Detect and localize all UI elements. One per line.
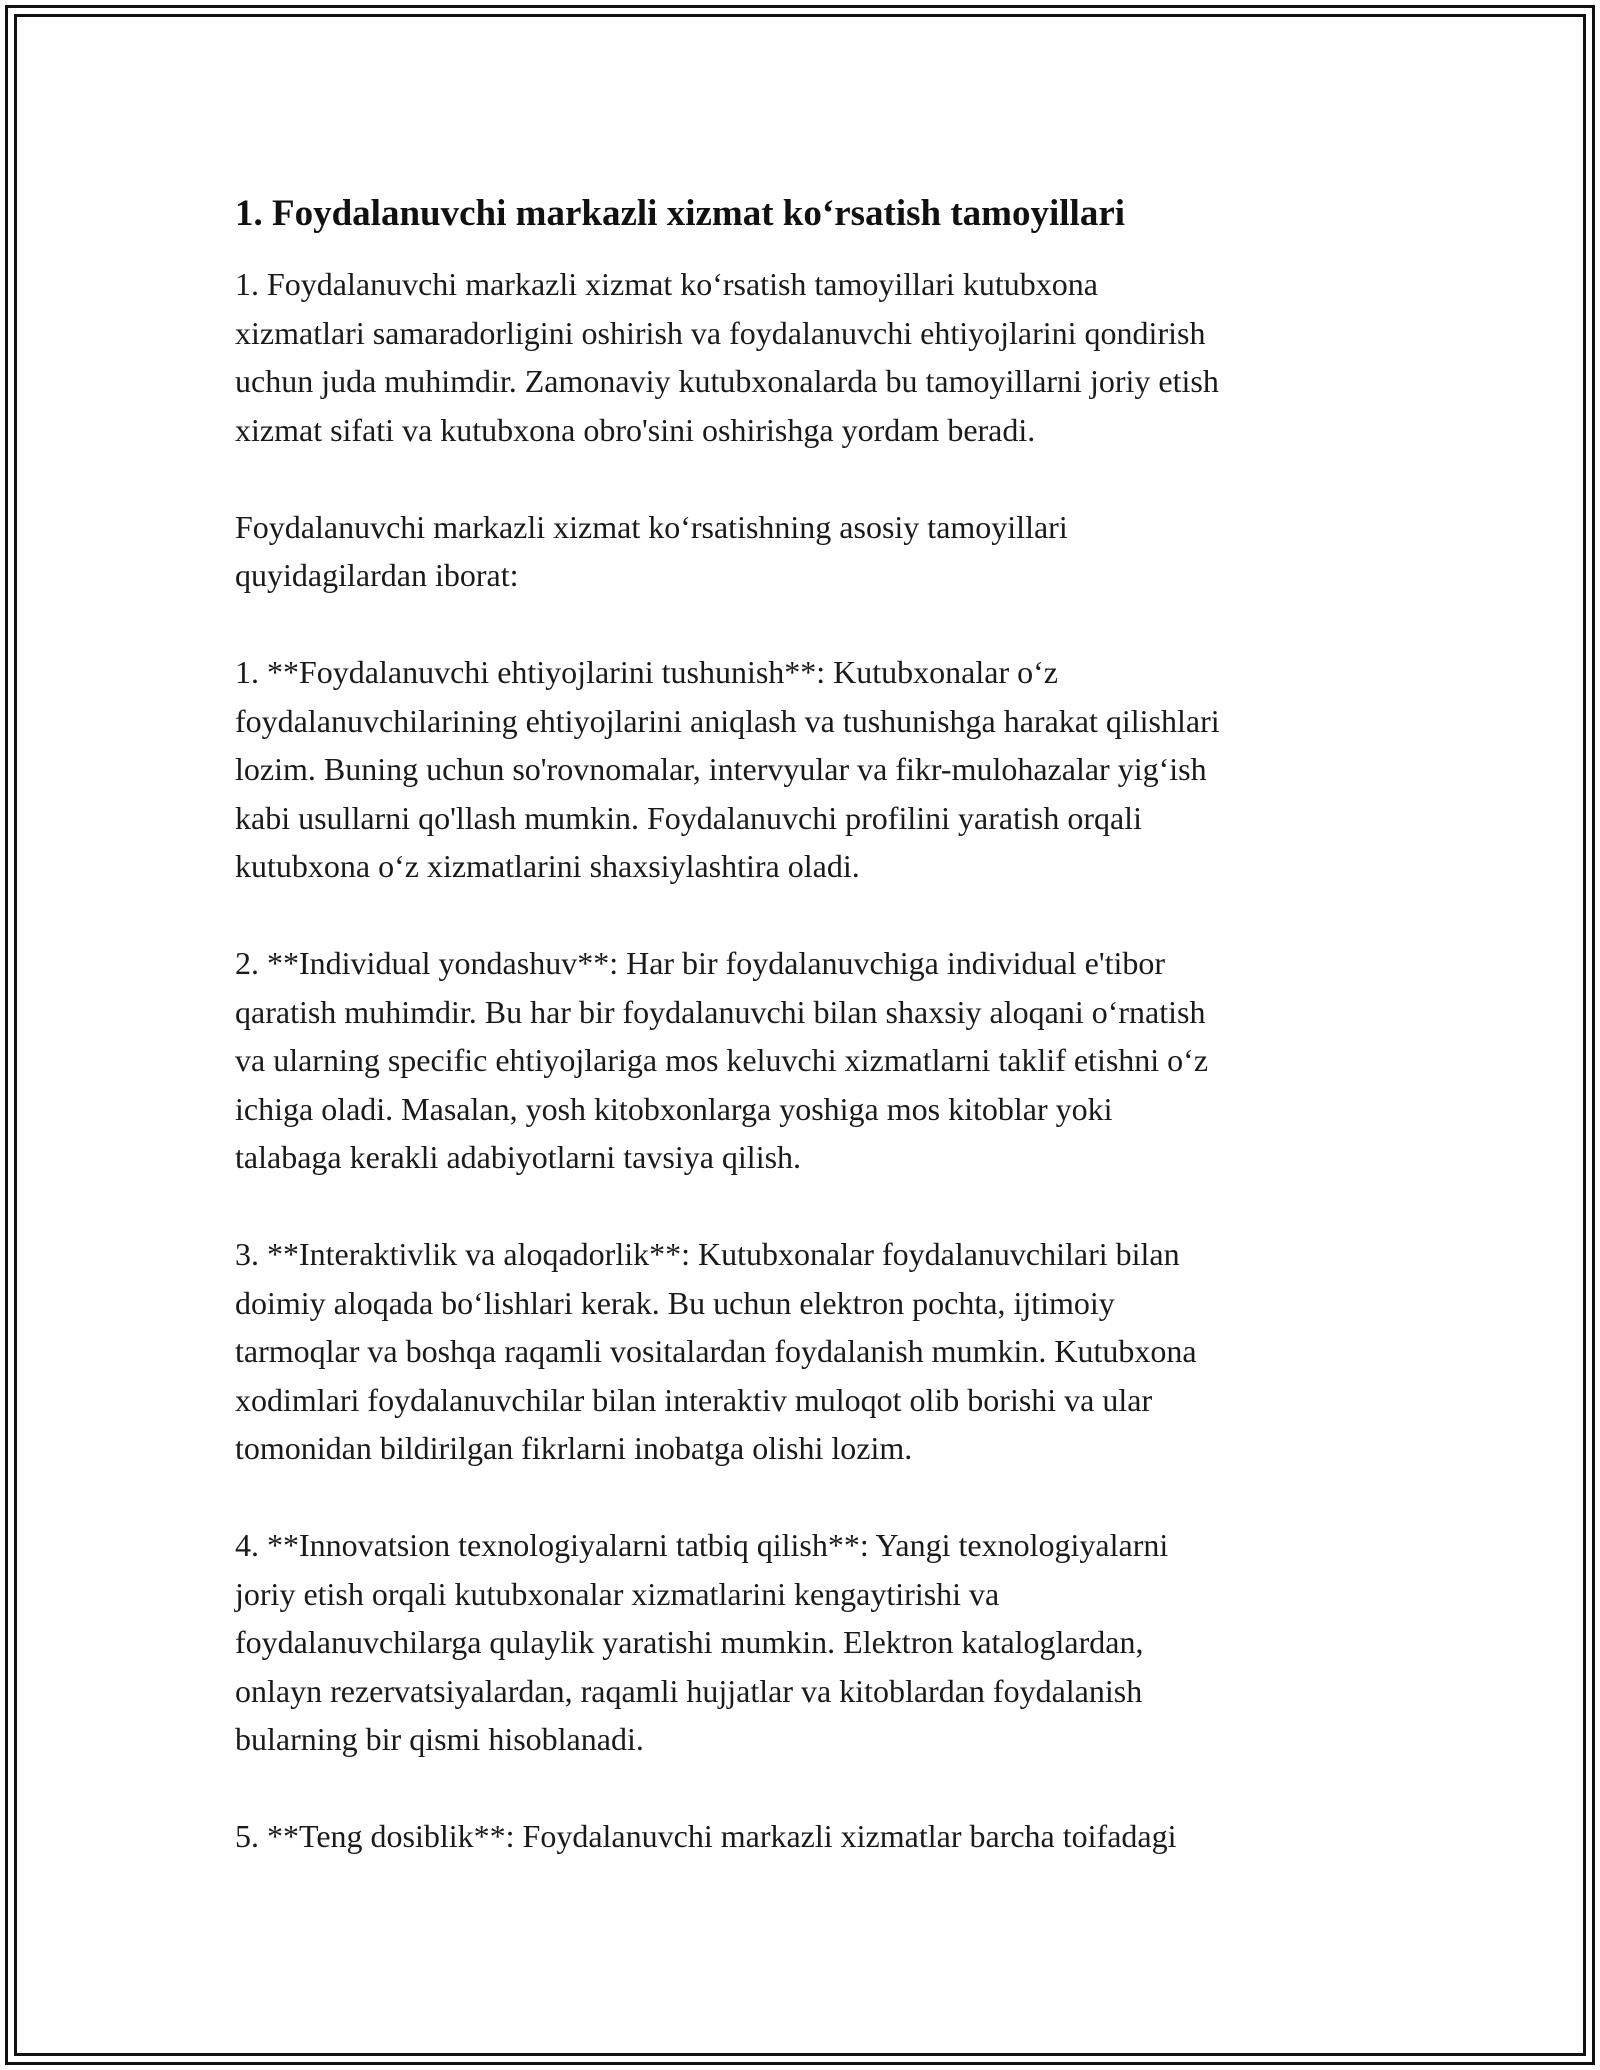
list-item-2 — [235, 939, 1375, 1182]
text-line: uchun juda muhimdir. Zamonaviy kutubxonalarda bu tamoyillarni joriy etish — [235, 363, 1219, 399]
text-line: kabi usullarni qo'llash mumkin. Foydalanuvchi profilini yaratish orqali — [235, 799, 1142, 836]
text-line: ichiga oladi. Masalan, yosh kitobxonlarga yoshiga mos kitoblar yoki — [235, 1090, 1113, 1127]
text-line: foydalanuvchilarga qulaylik yaratishi mumkin. Elektron kataloglardan, — [235, 1624, 1144, 1660]
list-item-3 — [235, 1230, 1375, 1473]
text-line: kutubxona o‘z xizmatlarini shaxsiylashtira oladi. — [235, 848, 860, 884]
text-line: lozim. Buning uchun so'rovnomalar, intervyular va fikr-mulohazalar yig‘ish — [235, 751, 1207, 787]
text-line: xodimlari foydalanuvchilar bilan interaktiv muloqot olib borishi va ular — [235, 1381, 1153, 1418]
text-line: 1. Foydalanuvchi markazli xizmat ko‘rsatish tamoyillari kutubxona — [235, 266, 1098, 302]
text-line: qaratish muhimdir. Bu har bir foydalanuvchi bilan shaxsiy aloqani o‘rnatish — [235, 993, 1206, 1030]
text-line: onlayn rezervatsiyalardan, raqamli hujjatlar va kitoblardan foydalanish — [235, 1672, 1143, 1709]
text-line: Foydalanuvchi markazli xizmat ko‘rsatishning asosiy tamoyillari — [235, 508, 1068, 545]
list-item-5 — [235, 1812, 1375, 1861]
text-line: quyidagilardan iborat: — [235, 557, 519, 593]
text-line: va ularning specific ehtiyojlariga mos keluvchi xizmatlarni taklif etishni o‘z — [235, 1042, 1209, 1078]
text-line: xizmatlari samaradorligini oshirish va foydalanuvchi ehtiyojlarini qondirish — [235, 314, 1206, 351]
text-line: 4. **Innovatsion texnologiyalarni tatbiq qilish**: Yangi texnologiyalarni — [235, 1527, 1169, 1563]
list-item-4 — [235, 1521, 1375, 1764]
text-line: tarmoqlar va boshqa raqamli vositalardan foydalanish mumkin. Kutubxona — [235, 1333, 1197, 1369]
paragraph-principles-intro — [235, 503, 1375, 600]
list-item-1 — [235, 648, 1375, 891]
text-line: tomonidan bildirilgan fikrlarni inobatga olishi lozim. — [235, 1430, 913, 1466]
text-line: 2. **Individual yondashuv**: Har bir foydalanuvchiga individual e'tibor — [235, 945, 1166, 981]
text-line: 5. **Teng dosiblik**: Foydalanuvchi markazli xizmatlar barcha toifadagi — [235, 1818, 1177, 1854]
paragraph-intro — [235, 260, 1375, 454]
text-line: 3. **Interaktivlik va aloqadorlik**: Kutubxonalar foydalanuvchilari bilan — [235, 1236, 1180, 1272]
text-line: 1. **Foydalanuvchi ehtiyojlarini tushunish**: Kutubxonalar o‘z — [235, 654, 1058, 690]
text-line: foydalanuvchilarining ehtiyojlarini aniqlash va tushunishga harakat qilishlari — [235, 702, 1220, 739]
text-line: xizmat sifati va kutubxona obro'sini oshirishga yordam beradi. — [235, 411, 1036, 448]
document-title: 1. Foydalanuvchi markazli xizmat ko‘rsatish tamoyillari — [235, 193, 1126, 234]
text-line: joriy etish orqali kutubxonalar xizmatlarini kengaytirishi va — [235, 1575, 1000, 1612]
text-line: bularning bir qismi hisoblanadi. — [235, 1721, 644, 1757]
text-line: talabaga kerakli adabiyotlarni tavsiya qilish. — [235, 1139, 802, 1175]
document-page — [235, 188, 1375, 1909]
text-line: doimiy aloqada bo‘lishlari kerak. Bu uchun elektron pochta, ijtimoiy — [235, 1284, 1115, 1321]
